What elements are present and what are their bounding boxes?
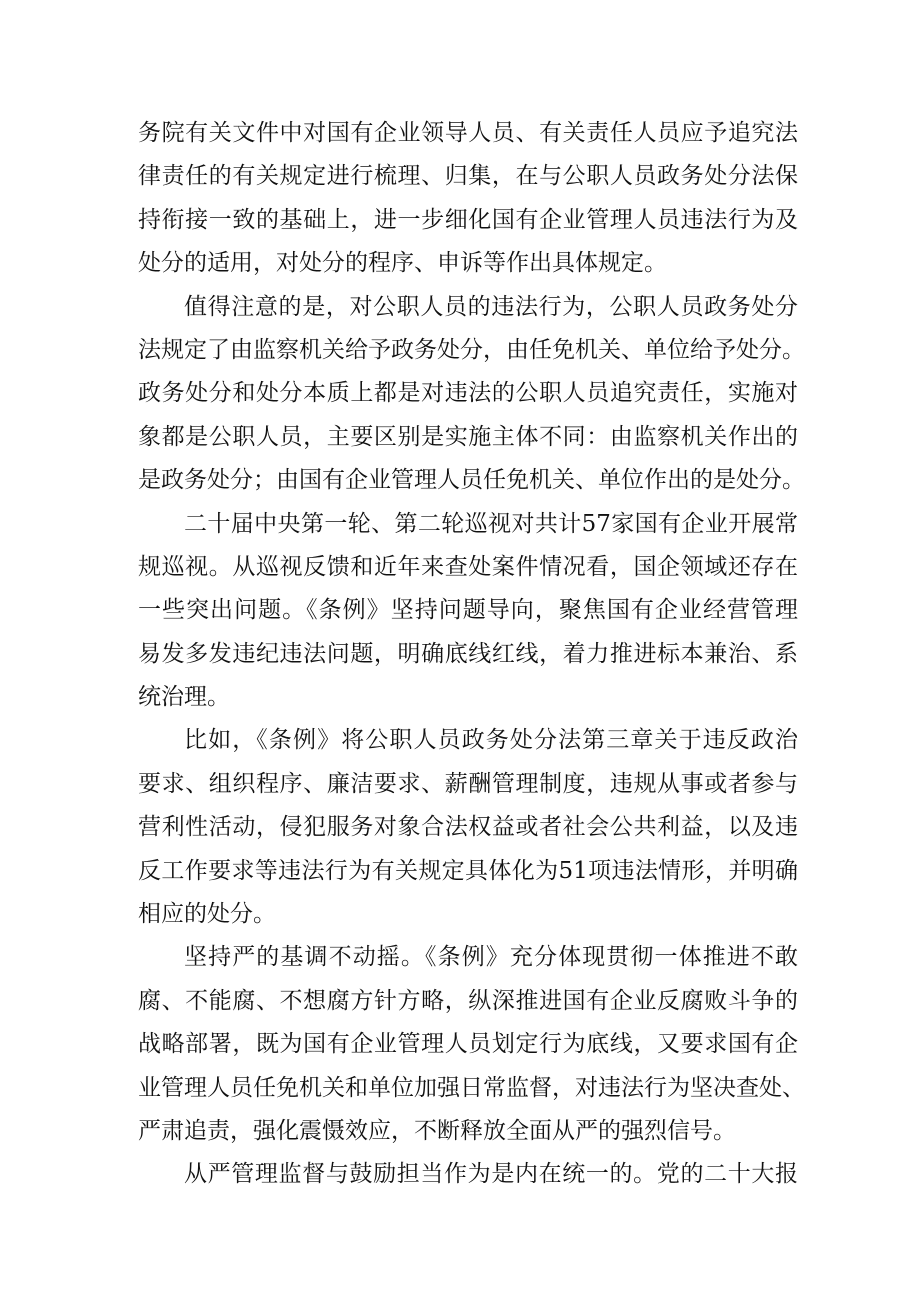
text-line: 象都是公职人员，主要区别是实施主体不同：由监察机关作出的 (138, 423, 798, 450)
text-line: 持衔接一致的基础上，进一步细化国有企业管理人员违法行为及 (138, 206, 798, 233)
text-line: 营利性活动，侵犯服务对象合法权益或者社会公共利益，以及违 (138, 814, 798, 841)
text-line: 业管理人员任免机关和单位加强日常监督，对违法行为坚决查处、 (138, 1074, 805, 1101)
text-line: 统治理。 (138, 684, 230, 711)
text-line: 要求、组织程序、廉洁要求、薪酬管理制度，违规从事或者参与 (138, 770, 798, 797)
text-line: 规巡视。从巡视反馈和近年来查处案件情况看，国企领域还存在 (138, 553, 798, 580)
text-line: 处分的适用，对处分的程序、申诉等作出具体规定。 (138, 250, 667, 277)
body-text (138, 112, 805, 1197)
text-line: 法规定了由监察机关给予政务处分，由任免机关、单位给予处分。 (138, 336, 805, 363)
paragraph-2 (138, 286, 805, 503)
text-line: 战略部署，既为国有企业管理人员划定行为底线，又要求国有企 (138, 1031, 798, 1058)
text-line: 律责任的有关规定进行梳理、归集，在与公职人员政务处分法保 (138, 163, 798, 190)
text-line: 是政务处分；由国有企业管理人员任免机关、单位作出的是处分。 (138, 467, 805, 494)
text-line: 腐、不能腐、不想腐方针方略，纵深推进国有企业反腐败斗争的 (138, 987, 798, 1014)
text-line: 从严管理监督与鼓励担当作为是内在统一的。党的二十大报 (184, 1161, 798, 1188)
text-line: 易发多发违纪违法问题，明确底线红线，着力推进标本兼治、系 (138, 640, 798, 667)
paragraph-3 (138, 503, 798, 720)
paragraph-6 (138, 1153, 798, 1196)
paragraph-4 (138, 719, 798, 936)
text-line: 值得注意的是，对公职人员的违法行为，公职人员政务处分 (184, 293, 798, 320)
text-line: 二十届中央第一轮、第二轮巡视对共计57家国有企业开展常 (184, 510, 798, 537)
text-line: 比如，《条例》将公职人员政务处分法第三章关于违反政治 (184, 727, 798, 754)
text-line: 政务处分和处分本质上都是对违法的公职人员追究责任，实施对 (138, 380, 798, 407)
text-line: 坚持严的基调不动摇。《条例》充分体现贯彻一体推进不敢 (184, 944, 798, 971)
paragraph-5 (138, 936, 805, 1153)
text-line: 一些突出问题。《条例》坚持问题导向，聚焦国有企业经营管理 (138, 597, 798, 624)
text-line: 反工作要求等违法行为有关规定具体化为51项违法情形，并明确 (138, 857, 798, 884)
text-line: 务院有关文件中对国有企业领导人员、有关责任人员应予追究法 (138, 120, 798, 146)
text-line: 相应的处分。 (138, 901, 276, 928)
text-line: 严肃追责，强化震慑效应，不断释放全面从严的强烈信号。 (138, 1117, 736, 1144)
paragraph-1 (138, 112, 798, 286)
